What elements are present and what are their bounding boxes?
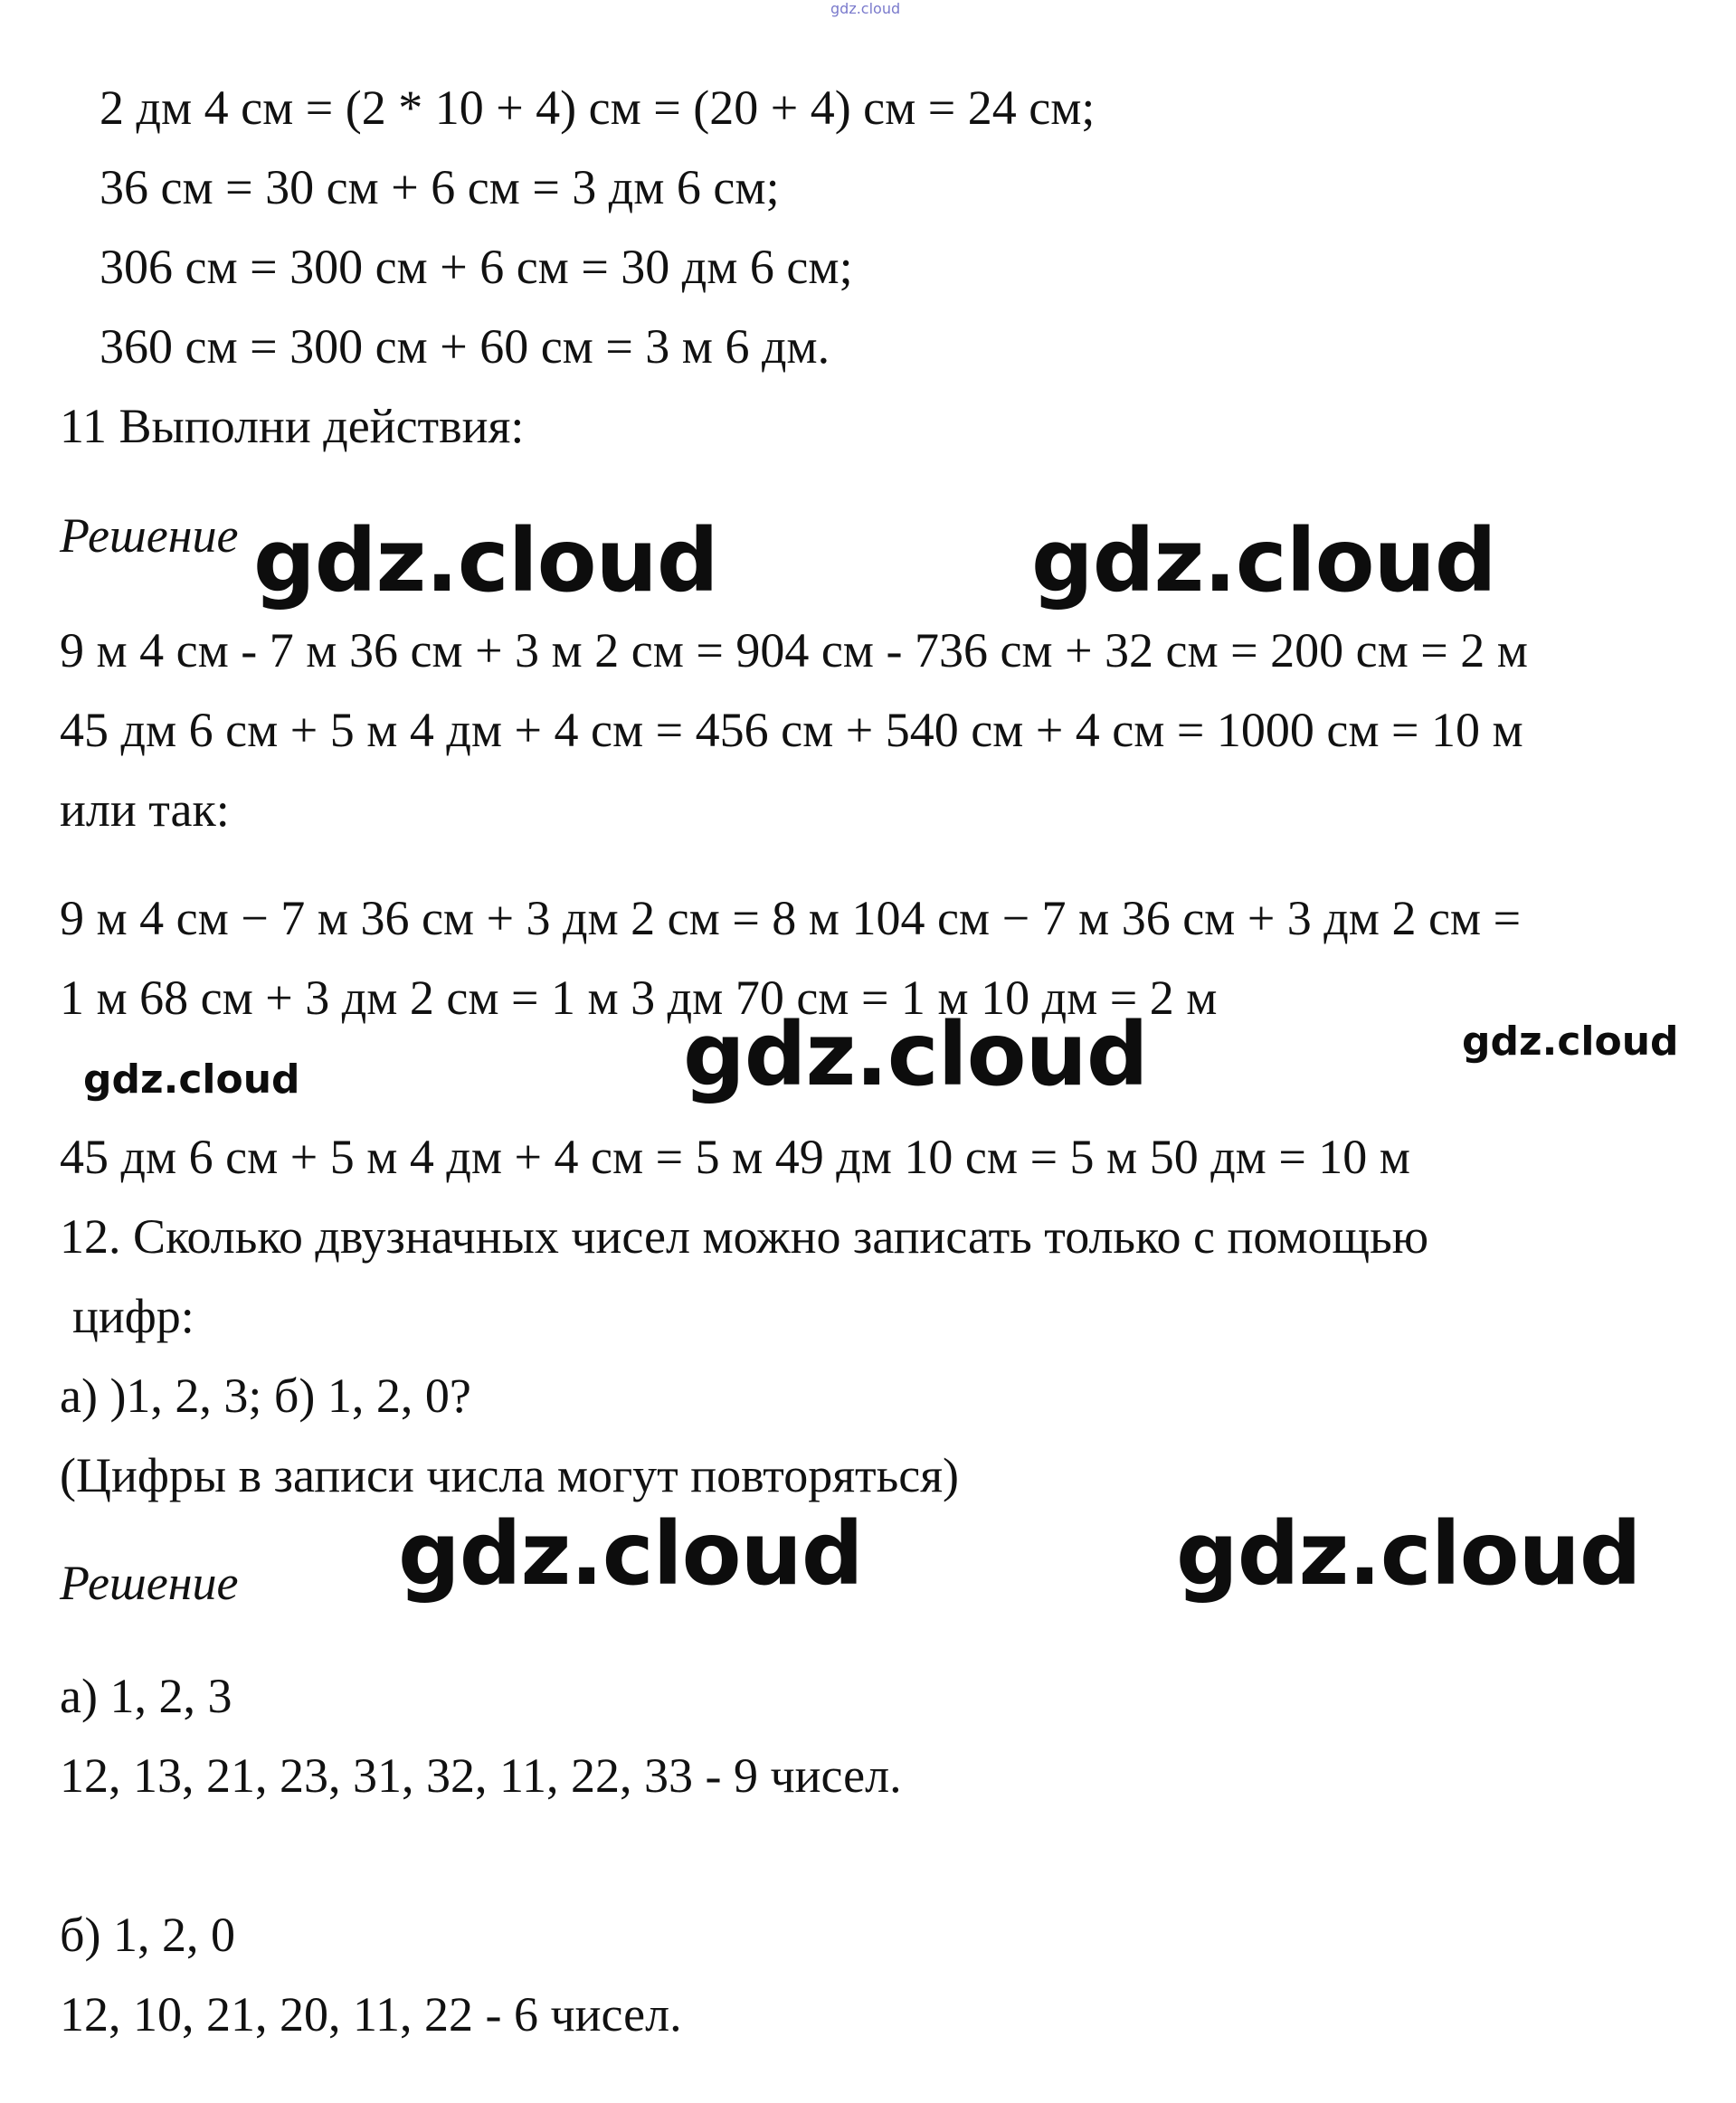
task12-title-line-1: 12. Сколько двузначных чисел можно записать только с помощью	[60, 1209, 1429, 1264]
task11-line-2: 45 дм 6 см + 5 м 4 дм + 4 см = 456 см + 540 см + 4 см = 1000 см = 10 м	[60, 703, 1523, 757]
conversion-line-4: 360 см = 300 см + 60 см = 3 м 6 дм.	[100, 319, 830, 374]
conversion-line-2: 36 см = 30 см + 6 см = 3 дм 6 см;	[100, 160, 780, 214]
task11-title: 11 Выполни действия:	[60, 399, 525, 453]
task12-note: (Цифры в записи числа могут повторяться)	[60, 1448, 960, 1502]
watermark-top: gdz.cloud	[830, 0, 901, 17]
task11-solution-label: Решение	[60, 508, 239, 563]
task11-line-1: 9 м 4 см - 7 м 36 см + 3 м 2 см = 904 см - 736 см + 32 см = 200 см = 2 м	[60, 623, 1528, 677]
task12-a-label: а) 1, 2, 3	[60, 1669, 232, 1723]
watermark: gdz.cloud	[398, 1503, 863, 1605]
watermark: gdz.cloud	[1462, 1018, 1679, 1065]
task12-solution-label: Решение	[60, 1556, 239, 1610]
conversion-line-3: 306 см = 300 см + 6 см = 30 дм 6 см;	[100, 240, 853, 294]
task12-title-line-2: цифр:	[72, 1289, 194, 1343]
task12-b-label: б) 1, 2, 0	[60, 1908, 235, 1962]
task11-alt-line-2: 1 м 68 см + 3 дм 2 см = 1 м 3 дм 70 см = 1 м 10 дм = 2 м	[60, 971, 1218, 1025]
conversion-line-1: 2 дм 4 см = (2 * 10 + 4) см = (20 + 4) см = 24 см;	[100, 81, 1096, 135]
watermark: gdz.cloud	[1031, 510, 1496, 611]
watermark: gdz.cloud	[1176, 1503, 1641, 1605]
watermark: gdz.cloud	[253, 510, 718, 611]
watermark: gdz.cloud	[83, 1056, 300, 1103]
task11-alt-label: или так:	[60, 782, 230, 837]
task12-options: а) )1, 2, 3; б) 1, 2, 0?	[60, 1369, 471, 1423]
task11-alt-line-1: 9 м 4 см − 7 м 36 см + 3 дм 2 см = 8 м 104 см − 7 м 36 см + 3 дм 2 см =	[60, 891, 1522, 945]
task12-b-answer: 12, 10, 21, 20, 11, 22 - 6 чисел.	[60, 1987, 682, 2041]
task12-a-answer: 12, 13, 21, 23, 31, 32, 11, 22, 33 - 9 чисел.	[60, 1748, 902, 1803]
watermark: gdz.cloud	[683, 1004, 1148, 1105]
task11-alt-line-3: 45 дм 6 см + 5 м 4 дм + 4 см = 5 м 49 дм 10 см = 5 м 50 дм = 10 м	[60, 1130, 1410, 1184]
